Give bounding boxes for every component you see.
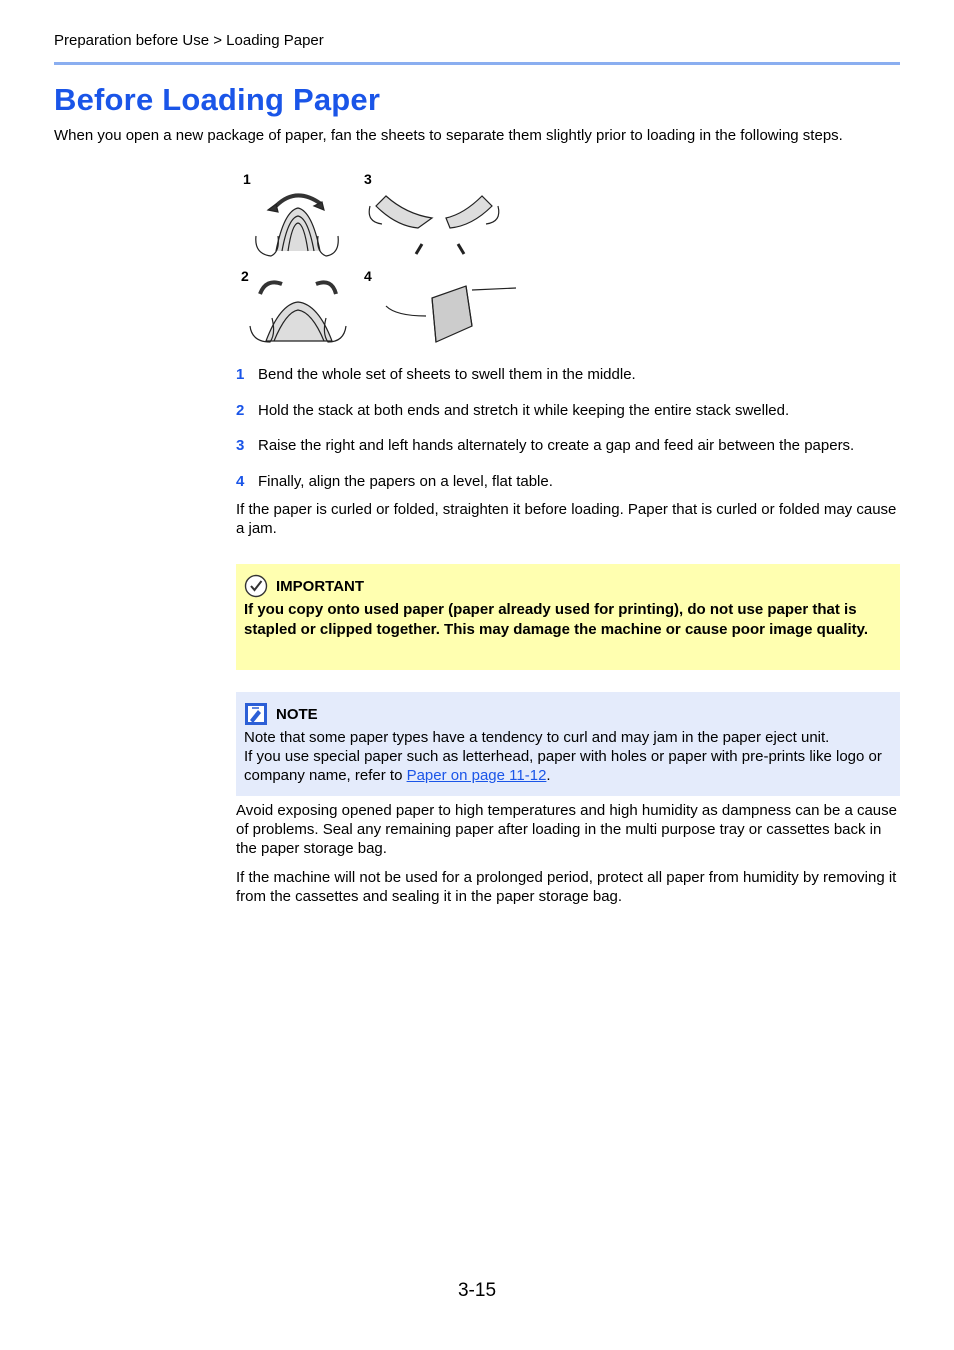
important-box: [236, 564, 900, 670]
note-line-1: Note that some paper types have a tendency to curl and may jam in the paper eject unit.: [244, 729, 830, 746]
breadcrumb: Preparation before Use > Loading Paper: [54, 32, 324, 49]
page-number: 3-15: [457, 1280, 497, 1301]
figure-label-3: 3: [364, 171, 372, 187]
step-text: Hold the stack at both ends and stretch it while keeping the entire stack swelled.: [258, 401, 790, 419]
step-number: 4: [236, 472, 245, 490]
important-heading-row: [244, 574, 892, 598]
paper-reference-link[interactable]: Paper on page 11-12: [406, 767, 547, 784]
list-item: [236, 472, 906, 491]
step-text: Raise the right and left hands alternately to create a gap and feed air between the papers.: [258, 437, 855, 454]
page-title: Before Loading Paper: [54, 82, 381, 117]
intro-paragraph: When you open a new package of paper, fan the sheets to separate them slightly prior to loading in the following steps.: [54, 127, 843, 144]
note-line-2: If you use special paper such as letterhead, paper with holes or paper with pre-prints like logo or company name, refer to: [244, 748, 882, 784]
note-box: [236, 692, 900, 796]
note-icon: [244, 702, 268, 726]
curl-paragraph: If the paper is curled or folded, straighten it before loading. Paper that is curled or folded may cause a jam.: [236, 501, 897, 537]
checkmark-icon: [244, 574, 268, 598]
fanning-drawing: [236, 166, 526, 350]
list-item: [236, 365, 906, 384]
note-heading: NOTE: [276, 705, 318, 723]
step-number: 1: [236, 366, 245, 383]
paper-fanning-illustration: [236, 166, 526, 350]
steps-list: [236, 365, 906, 507]
step-number: 2: [236, 401, 245, 419]
header-divider: [54, 62, 900, 65]
storage-paragraph: Avoid exposing opened paper to high temperatures and high humidity as dampness can be a cause of problems. Seal any remaining paper after loading in the multi purpose tray or cassettes back in the paper storage bag.: [236, 802, 897, 857]
figure-label-4: 4: [364, 268, 372, 284]
figure-label-2: 2: [241, 268, 249, 284]
list-item: [236, 401, 906, 420]
figure-label-1: 1: [243, 171, 251, 187]
note-line-end: .: [546, 767, 551, 784]
step-text: Bend the whole set of sheets to swell them in the middle.: [258, 366, 636, 383]
step-text: Finally, align the papers on a level, flat table.: [258, 472, 553, 490]
note-text: [244, 728, 892, 785]
important-heading: IMPORTANT: [276, 577, 365, 595]
list-item: [236, 436, 906, 455]
important-text: If you copy onto used paper (paper already used for printing), do not use paper that is stapled or clipped together. This may damage the machine or cause poor image quality.: [244, 601, 869, 638]
step-number: 3: [236, 437, 245, 454]
note-heading-row: [244, 702, 892, 726]
prolonged-paragraph: If the machine will not be used for a prolonged period, protect all paper from humidity by removing it from the cassettes and sealing it in the paper storage bag.: [236, 869, 897, 905]
